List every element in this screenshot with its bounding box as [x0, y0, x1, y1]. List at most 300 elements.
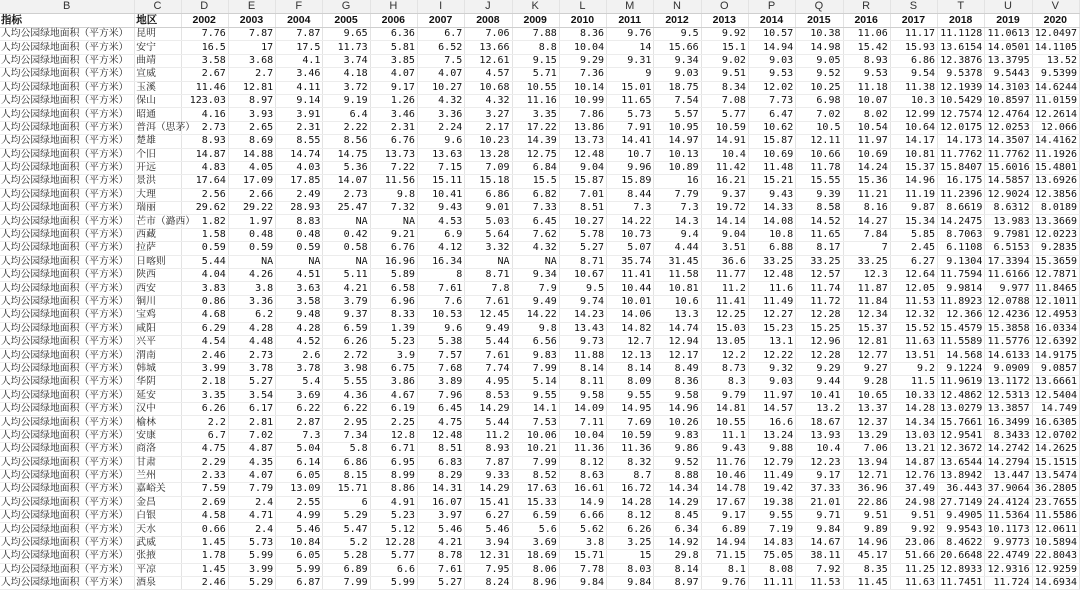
indicator-cell[interactable]: 人均公园绿地面积（平方米）: [0, 28, 135, 41]
value-cell[interactable]: 13.447: [985, 469, 1032, 482]
value-cell[interactable]: 5.29: [323, 510, 370, 523]
value-cell[interactable]: 7.69: [607, 416, 654, 429]
value-cell[interactable]: 13.43: [559, 322, 606, 335]
region-cell[interactable]: 瑞丽: [135, 202, 181, 215]
value-cell[interactable]: 8.97: [228, 94, 275, 107]
value-cell[interactable]: 16: [654, 175, 701, 188]
region-cell[interactable]: 白银: [135, 510, 181, 523]
value-cell[interactable]: 24.4124: [985, 496, 1032, 509]
value-cell[interactable]: 9.44: [796, 376, 843, 389]
indicator-cell[interactable]: 人均公园绿地面积（平方米）: [0, 202, 135, 215]
value-cell[interactable]: 16.0334: [1032, 322, 1079, 335]
value-cell[interactable]: 0.48: [276, 228, 323, 241]
value-cell[interactable]: 10.23: [465, 135, 512, 148]
indicator-cell[interactable]: 人均公园绿地面积（平方米）: [0, 496, 135, 509]
value-cell[interactable]: 16.21: [701, 175, 748, 188]
value-cell[interactable]: 12.11: [796, 135, 843, 148]
value-cell[interactable]: 12.1011: [1032, 295, 1079, 308]
value-cell[interactable]: 8.12: [607, 510, 654, 523]
year-header-2010[interactable]: 2010: [559, 14, 606, 28]
value-cell[interactable]: 12.61: [465, 54, 512, 67]
value-cell[interactable]: 7.15: [417, 161, 464, 174]
value-cell[interactable]: 12.02: [748, 81, 795, 94]
value-cell[interactable]: 12.066: [1032, 121, 1079, 134]
value-cell[interactable]: 10.62: [748, 121, 795, 134]
value-cell[interactable]: 9.79: [701, 389, 748, 402]
value-cell[interactable]: 5.73: [607, 108, 654, 121]
value-cell[interactable]: 15.41: [465, 496, 512, 509]
value-cell[interactable]: 3.72: [323, 81, 370, 94]
value-cell[interactable]: 9.6: [417, 135, 464, 148]
value-cell[interactable]: 9.88: [748, 443, 795, 456]
value-cell[interactable]: 8.99: [370, 469, 417, 482]
value-cell[interactable]: 10.69: [748, 148, 795, 161]
value-cell[interactable]: 14.06: [607, 309, 654, 322]
value-cell[interactable]: 9.58: [559, 389, 606, 402]
value-cell[interactable]: 12.0702: [1032, 429, 1079, 442]
value-cell[interactable]: 5.27: [417, 577, 464, 590]
value-cell[interactable]: 14.29: [465, 483, 512, 496]
value-cell[interactable]: 9.52: [654, 456, 701, 469]
value-cell[interactable]: 5.71: [512, 68, 559, 81]
value-cell[interactable]: 16.6: [748, 416, 795, 429]
value-cell[interactable]: 3.99: [228, 563, 275, 576]
value-cell[interactable]: 10.55: [512, 81, 559, 94]
value-cell[interactable]: 5.81: [370, 41, 417, 54]
value-cell[interactable]: 10.81: [890, 148, 937, 161]
value-cell[interactable]: 28.93: [276, 202, 323, 215]
value-cell[interactable]: 7.95: [465, 563, 512, 576]
value-cell[interactable]: 13.3: [654, 309, 701, 322]
value-cell[interactable]: 18.75: [654, 81, 701, 94]
value-cell[interactable]: 6.75: [370, 362, 417, 375]
value-cell[interactable]: 8.88: [654, 469, 701, 482]
value-cell[interactable]: 14.96: [890, 175, 937, 188]
value-cell[interactable]: 9.74: [559, 295, 606, 308]
value-cell[interactable]: 10.59: [701, 121, 748, 134]
value-cell[interactable]: 14.14: [701, 215, 748, 228]
value-cell[interactable]: 6.87: [276, 577, 323, 590]
value-cell[interactable]: 11.06: [843, 28, 890, 41]
value-cell[interactable]: 8.52: [512, 469, 559, 482]
value-cell[interactable]: 75.05: [748, 550, 795, 563]
value-cell[interactable]: 11.58: [654, 269, 701, 282]
year-header-2008[interactable]: 2008: [465, 14, 512, 28]
value-cell[interactable]: 14.1105: [1032, 41, 1079, 54]
value-cell[interactable]: 14.97: [654, 135, 701, 148]
indicator-header[interactable]: 指标: [0, 14, 135, 28]
region-cell[interactable]: 天水: [135, 523, 181, 536]
value-cell[interactable]: 9.58: [654, 389, 701, 402]
value-cell[interactable]: 36.96: [843, 483, 890, 496]
value-cell[interactable]: 12.81: [843, 335, 890, 348]
value-cell[interactable]: 10.4: [701, 148, 748, 161]
column-letter-u[interactable]: U: [985, 0, 1032, 14]
value-cell[interactable]: 11.7594: [938, 269, 985, 282]
year-header-2019[interactable]: 2019: [985, 14, 1032, 28]
value-cell[interactable]: 8.7: [607, 469, 654, 482]
value-cell[interactable]: 14.07: [323, 175, 370, 188]
indicator-cell[interactable]: 人均公园绿地面积（平方米）: [0, 135, 135, 148]
value-cell[interactable]: 2.31: [370, 121, 417, 134]
value-cell[interactable]: 6.1108: [938, 242, 985, 255]
value-cell[interactable]: 12.22: [748, 349, 795, 362]
value-cell[interactable]: 9.43: [701, 443, 748, 456]
value-cell[interactable]: 14.9175: [1032, 349, 1079, 362]
value-cell[interactable]: 14.23: [559, 309, 606, 322]
indicator-cell[interactable]: 人均公园绿地面积（平方米）: [0, 175, 135, 188]
value-cell[interactable]: 8.0189: [1032, 202, 1079, 215]
value-cell[interactable]: 9.14: [276, 94, 323, 107]
value-cell[interactable]: 9.6: [417, 322, 464, 335]
value-cell[interactable]: 5.28: [323, 550, 370, 563]
value-cell[interactable]: 6.59: [323, 322, 370, 335]
value-cell[interactable]: 16.3499: [985, 416, 1032, 429]
value-cell[interactable]: 9.89: [843, 523, 890, 536]
column-letter-i[interactable]: I: [417, 0, 464, 14]
value-cell[interactable]: 4.04: [181, 269, 228, 282]
value-cell[interactable]: 11.36: [607, 443, 654, 456]
region-cell[interactable]: 开远: [135, 161, 181, 174]
value-cell[interactable]: 14.33: [748, 202, 795, 215]
value-cell[interactable]: 3.83: [181, 282, 228, 295]
value-cell[interactable]: 36.443: [938, 483, 985, 496]
value-cell[interactable]: 21.01: [796, 496, 843, 509]
value-cell[interactable]: 12.71: [843, 469, 890, 482]
value-cell[interactable]: 8.69: [228, 135, 275, 148]
indicator-cell[interactable]: 人均公园绿地面积（平方米）: [0, 443, 135, 456]
indicator-cell[interactable]: 人均公园绿地面积（平方米）: [0, 322, 135, 335]
value-cell[interactable]: 12.2614: [1032, 108, 1079, 121]
value-cell[interactable]: NA: [512, 255, 559, 268]
value-cell[interactable]: 11.1128: [938, 28, 985, 41]
value-cell[interactable]: 9.76: [701, 577, 748, 590]
region-cell[interactable]: 兰州: [135, 469, 181, 482]
column-letter-t[interactable]: T: [938, 0, 985, 14]
value-cell[interactable]: 9.17: [796, 469, 843, 482]
column-letter-v[interactable]: V: [1032, 0, 1079, 14]
value-cell[interactable]: 5.78: [559, 228, 606, 241]
column-letter-k[interactable]: K: [512, 0, 559, 14]
value-cell[interactable]: 6.05: [276, 469, 323, 482]
value-cell[interactable]: 14.98: [796, 41, 843, 54]
value-cell[interactable]: 8.71: [559, 255, 606, 268]
value-cell[interactable]: 16.6305: [1032, 416, 1079, 429]
value-cell[interactable]: 14.24: [843, 161, 890, 174]
value-cell[interactable]: 6.98: [796, 94, 843, 107]
value-cell[interactable]: 9.977: [985, 282, 1032, 295]
value-cell[interactable]: 12.57: [796, 269, 843, 282]
indicator-cell[interactable]: 人均公园绿地面积（平方米）: [0, 121, 135, 134]
value-cell[interactable]: 9.05: [796, 54, 843, 67]
value-cell[interactable]: 5.46: [417, 523, 464, 536]
value-cell[interactable]: 5.46: [465, 523, 512, 536]
value-cell[interactable]: 3.91: [276, 108, 323, 121]
value-cell[interactable]: 12.0611: [1032, 523, 1079, 536]
value-cell[interactable]: 11.38: [890, 81, 937, 94]
value-cell[interactable]: 12.3856: [1032, 188, 1079, 201]
value-cell[interactable]: 12.75: [512, 148, 559, 161]
value-cell[interactable]: 24.98: [890, 496, 937, 509]
value-cell[interactable]: 13.93: [796, 429, 843, 442]
value-cell[interactable]: 16.61: [559, 483, 606, 496]
value-cell[interactable]: 3.89: [417, 376, 464, 389]
value-cell[interactable]: 13.6926: [1032, 175, 1079, 188]
value-cell[interactable]: 8.02: [843, 108, 890, 121]
value-cell[interactable]: 4.54: [181, 335, 228, 348]
indicator-cell[interactable]: 人均公园绿地面积（平方米）: [0, 523, 135, 536]
value-cell[interactable]: 8.44: [607, 188, 654, 201]
value-cell[interactable]: 8.93: [181, 135, 228, 148]
value-cell[interactable]: 6.7: [417, 28, 464, 41]
value-cell[interactable]: 11.77: [701, 269, 748, 282]
value-cell[interactable]: 2.18: [181, 376, 228, 389]
value-cell[interactable]: 12.0497: [1032, 28, 1079, 41]
value-cell[interactable]: 8.16: [843, 202, 890, 215]
value-cell[interactable]: 9.49: [465, 322, 512, 335]
column-letter-r[interactable]: R: [843, 0, 890, 14]
value-cell[interactable]: 2.56: [181, 188, 228, 201]
value-cell[interactable]: 7.99: [323, 577, 370, 590]
value-cell[interactable]: 9.5: [559, 282, 606, 295]
value-cell[interactable]: 51.66: [890, 550, 937, 563]
value-cell[interactable]: 9.7981: [985, 228, 1032, 241]
value-cell[interactable]: 8.33: [370, 309, 417, 322]
value-cell[interactable]: 11.49: [748, 469, 795, 482]
value-cell[interactable]: 15.25: [796, 322, 843, 335]
value-cell[interactable]: 4.32: [417, 94, 464, 107]
value-cell[interactable]: 0.59: [181, 242, 228, 255]
value-cell[interactable]: 12.99: [890, 108, 937, 121]
value-cell[interactable]: 15.37: [843, 322, 890, 335]
value-cell[interactable]: 12.48: [559, 148, 606, 161]
value-cell[interactable]: 3.8: [559, 536, 606, 549]
value-cell[interactable]: 5.55: [323, 376, 370, 389]
value-cell[interactable]: 4.21: [417, 536, 464, 549]
value-cell[interactable]: 4.18: [323, 68, 370, 81]
value-cell[interactable]: 9.49: [512, 295, 559, 308]
value-cell[interactable]: 10.06: [512, 429, 559, 442]
region-cell[interactable]: 安康: [135, 429, 181, 442]
value-cell[interactable]: 4.58: [181, 510, 228, 523]
value-cell[interactable]: 6.58: [370, 282, 417, 295]
value-cell[interactable]: 11.1926: [1032, 148, 1079, 161]
value-cell[interactable]: 25.47: [323, 202, 370, 215]
value-cell[interactable]: 0.86: [181, 295, 228, 308]
value-cell[interactable]: 23.7655: [1032, 496, 1079, 509]
indicator-cell[interactable]: 人均公园绿地面积（平方米）: [0, 469, 135, 482]
column-letter-d[interactable]: D: [181, 0, 228, 14]
value-cell[interactable]: 1.26: [370, 94, 417, 107]
value-cell[interactable]: 12.34: [843, 309, 890, 322]
value-cell[interactable]: 7.19: [748, 523, 795, 536]
value-cell[interactable]: 9.9814: [938, 282, 985, 295]
region-cell[interactable]: 拉萨: [135, 242, 181, 255]
value-cell[interactable]: 5.36: [323, 161, 370, 174]
value-cell[interactable]: 13.63: [417, 148, 464, 161]
value-cell[interactable]: 12.48: [417, 429, 464, 442]
value-cell[interactable]: 12.48: [748, 269, 795, 282]
value-cell[interactable]: 11.97: [748, 389, 795, 402]
value-cell[interactable]: 2.55: [276, 496, 323, 509]
value-cell[interactable]: 10.6: [654, 295, 701, 308]
value-cell[interactable]: 7.57: [417, 349, 464, 362]
value-cell[interactable]: 13.2: [796, 402, 843, 415]
value-cell[interactable]: 8.3433: [985, 429, 1032, 442]
value-cell[interactable]: 35.74: [607, 255, 654, 268]
value-cell[interactable]: 15.01: [607, 81, 654, 94]
value-cell[interactable]: 14.34: [890, 416, 937, 429]
value-cell[interactable]: 12.23: [796, 456, 843, 469]
value-cell[interactable]: 6.27: [465, 510, 512, 523]
value-cell[interactable]: 6.71: [370, 443, 417, 456]
value-cell[interactable]: 12.4236: [985, 309, 1032, 322]
indicator-cell[interactable]: 人均公园绿地面积（平方米）: [0, 41, 135, 54]
value-cell[interactable]: 12.4862: [938, 389, 985, 402]
indicator-cell[interactable]: 人均公园绿地面积（平方米）: [0, 228, 135, 241]
region-cell[interactable]: 宝鸡: [135, 309, 181, 322]
value-cell[interactable]: 1.45: [181, 536, 228, 549]
column-letter-s[interactable]: S: [890, 0, 937, 14]
value-cell[interactable]: 5.62: [559, 523, 606, 536]
value-cell[interactable]: 15.66: [654, 41, 701, 54]
year-header-2018[interactable]: 2018: [938, 14, 985, 28]
value-cell[interactable]: 12.28: [796, 349, 843, 362]
value-cell[interactable]: 38.11: [796, 550, 843, 563]
value-cell[interactable]: 16.34: [417, 255, 464, 268]
region-cell[interactable]: 安宁: [135, 41, 181, 54]
value-cell[interactable]: 36.2805: [1032, 483, 1079, 496]
value-cell[interactable]: NA: [323, 215, 370, 228]
value-cell[interactable]: 15: [607, 550, 654, 563]
value-cell[interactable]: 6.84: [512, 161, 559, 174]
value-cell[interactable]: 16.96: [370, 255, 417, 268]
value-cell[interactable]: 12.4764: [985, 108, 1032, 121]
value-cell[interactable]: 9.4905: [938, 510, 985, 523]
value-cell[interactable]: 8.29: [417, 469, 464, 482]
value-cell[interactable]: 12.0223: [1032, 228, 1079, 241]
year-header-2020[interactable]: 2020: [1032, 14, 1079, 28]
value-cell[interactable]: 11.2: [465, 429, 512, 442]
value-cell[interactable]: 11.73: [323, 41, 370, 54]
value-cell[interactable]: 6.36: [370, 28, 417, 41]
value-cell[interactable]: 27.7149: [938, 496, 985, 509]
value-cell[interactable]: 18.67: [796, 416, 843, 429]
value-cell[interactable]: 3.58: [181, 54, 228, 67]
value-cell[interactable]: 11.724: [985, 577, 1032, 590]
value-cell[interactable]: 5.99: [370, 577, 417, 590]
value-cell[interactable]: 4.51: [276, 269, 323, 282]
value-cell[interactable]: 6.59: [512, 510, 559, 523]
value-cell[interactable]: 6: [323, 496, 370, 509]
indicator-cell[interactable]: 人均公园绿地面积（平方米）: [0, 349, 135, 362]
year-header-2003[interactable]: 2003: [228, 14, 275, 28]
value-cell[interactable]: 36.6: [701, 255, 748, 268]
value-cell[interactable]: 8.71: [465, 269, 512, 282]
value-cell[interactable]: 7.79: [228, 483, 275, 496]
value-cell[interactable]: 14.6133: [985, 349, 1032, 362]
value-cell[interactable]: 8.93: [843, 54, 890, 67]
value-cell[interactable]: 8.8: [512, 41, 559, 54]
year-header-2011[interactable]: 2011: [607, 14, 654, 28]
value-cell[interactable]: 2.31: [276, 121, 323, 134]
value-cell[interactable]: 4.32: [512, 242, 559, 255]
indicator-cell[interactable]: 人均公园绿地面积（平方米）: [0, 161, 135, 174]
value-cell[interactable]: 9.84: [607, 577, 654, 590]
value-cell[interactable]: 13.51: [890, 349, 937, 362]
value-cell[interactable]: 7.61: [465, 349, 512, 362]
value-cell[interactable]: 11.78: [796, 161, 843, 174]
column-letter-b[interactable]: B: [0, 0, 135, 14]
value-cell[interactable]: 4.21: [323, 282, 370, 295]
value-cell[interactable]: 6.52: [417, 41, 464, 54]
value-cell[interactable]: 3.46: [370, 108, 417, 121]
value-cell[interactable]: 12.94: [654, 335, 701, 348]
value-cell[interactable]: 2.25: [370, 416, 417, 429]
column-letter-p[interactable]: P: [748, 0, 795, 14]
value-cell[interactable]: 9.86: [654, 443, 701, 456]
value-cell[interactable]: 5.6: [512, 523, 559, 536]
indicator-cell[interactable]: 人均公园绿地面积（平方米）: [0, 269, 135, 282]
value-cell[interactable]: 15.33: [512, 496, 559, 509]
value-cell[interactable]: 4.26: [228, 269, 275, 282]
value-cell[interactable]: 15.4579: [938, 322, 985, 335]
value-cell[interactable]: 12.76: [890, 469, 937, 482]
region-cell[interactable]: 景洪: [135, 175, 181, 188]
value-cell[interactable]: 5.46: [276, 523, 323, 536]
value-cell[interactable]: 15.1: [701, 41, 748, 54]
value-cell[interactable]: 8.15: [323, 469, 370, 482]
value-cell[interactable]: 14.96: [843, 536, 890, 549]
value-cell[interactable]: 4.03: [276, 161, 323, 174]
value-cell[interactable]: 14.6244: [1032, 81, 1079, 94]
value-cell[interactable]: 5.89: [370, 269, 417, 282]
value-cell[interactable]: 17.85: [276, 175, 323, 188]
value-cell[interactable]: 8.53: [465, 389, 512, 402]
value-cell[interactable]: 14.173: [938, 135, 985, 148]
value-cell[interactable]: 14.74: [276, 148, 323, 161]
value-cell[interactable]: 14.27: [843, 215, 890, 228]
value-cell[interactable]: 12.4953: [1032, 309, 1079, 322]
column-letter-g[interactable]: G: [323, 0, 370, 14]
value-cell[interactable]: 14.3103: [985, 81, 1032, 94]
value-cell[interactable]: 11.63: [890, 577, 937, 590]
indicator-cell[interactable]: 人均公园绿地面积（平方米）: [0, 54, 135, 67]
value-cell[interactable]: 14.82: [607, 322, 654, 335]
value-cell[interactable]: 11.97: [843, 135, 890, 148]
value-cell[interactable]: 9.31: [607, 54, 654, 67]
region-cell[interactable]: 嘉峪关: [135, 483, 181, 496]
value-cell[interactable]: 6.89: [701, 523, 748, 536]
value-cell[interactable]: 5.38: [417, 335, 464, 348]
value-cell[interactable]: 4.44: [654, 242, 701, 255]
value-cell[interactable]: 6.6: [370, 563, 417, 576]
value-cell[interactable]: 4.53: [417, 215, 464, 228]
value-cell[interactable]: 9.83: [512, 349, 559, 362]
value-cell[interactable]: 12.6392: [1032, 335, 1079, 348]
indicator-cell[interactable]: 人均公园绿地面积（平方米）: [0, 483, 135, 496]
value-cell[interactable]: 10.95: [654, 121, 701, 134]
value-cell[interactable]: 9.19: [323, 94, 370, 107]
region-cell[interactable]: 楚雄: [135, 135, 181, 148]
value-cell[interactable]: 6.26: [181, 402, 228, 415]
value-cell[interactable]: 2.95: [323, 416, 370, 429]
value-cell[interactable]: 15.8407: [938, 161, 985, 174]
value-cell[interactable]: 6.76: [370, 242, 417, 255]
value-cell[interactable]: 8.45: [654, 510, 701, 523]
value-cell[interactable]: 2.46: [181, 577, 228, 590]
value-cell[interactable]: 6.26: [607, 523, 654, 536]
